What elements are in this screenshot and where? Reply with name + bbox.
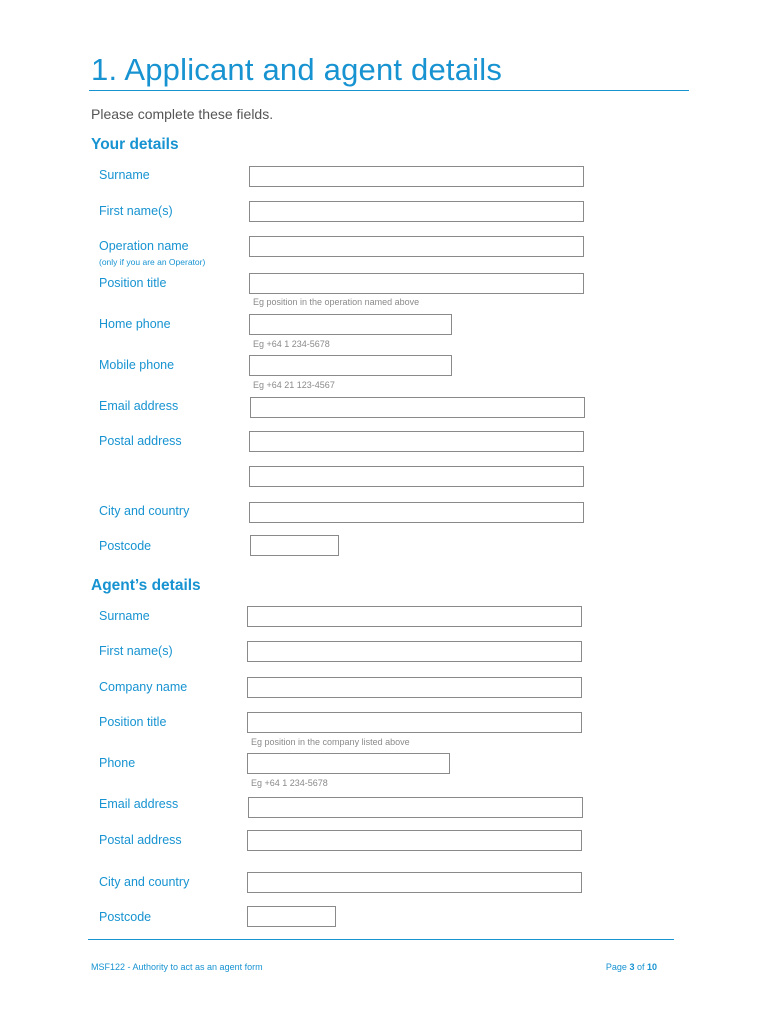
your-postcode-label: Postcode <box>99 539 152 553</box>
agent-postcode-label: Postcode <box>99 910 152 924</box>
footer-page-number <box>606 962 657 972</box>
home-phone-field[interactable] <box>249 314 452 335</box>
agent-phone-field[interactable] <box>247 753 450 774</box>
your-postal-field-2[interactable] <box>249 466 584 487</box>
page-title: 1. Applicant and agent details <box>91 52 503 87</box>
your-email-field[interactable] <box>250 397 585 418</box>
your-surname-field[interactable] <box>249 166 584 187</box>
page-prefix: Page <box>605 962 630 972</box>
your-surname-label: Surname <box>99 168 150 182</box>
home-phone-hint: Eg +64 1 234-5678 <box>253 339 330 349</box>
operation-name-note: (only if you are an Operator) <box>99 257 206 267</box>
your-first-names-label: First name(s) <box>99 204 173 218</box>
your-first-names-field[interactable] <box>249 201 584 222</box>
agent-phone-label: Phone <box>99 756 136 770</box>
your-postal-field-1[interactable] <box>249 431 584 452</box>
agent-surname-field[interactable] <box>247 606 582 627</box>
agent-email-field[interactable] <box>248 797 583 818</box>
agent-postal-label: Postal address <box>99 833 182 847</box>
mobile-phone-label: Mobile phone <box>99 358 175 372</box>
agent-first-names-field[interactable] <box>247 641 582 662</box>
operation-name-field[interactable] <box>249 236 584 257</box>
your-details-heading: Your details <box>91 136 179 153</box>
page-of: of <box>634 962 647 972</box>
agent-position-title-field[interactable] <box>247 712 582 733</box>
company-name-label: Company name <box>99 680 188 694</box>
title-divider <box>89 90 689 91</box>
agent-phone-hint: Eg +64 1 234-5678 <box>251 778 328 788</box>
footer-divider <box>88 939 674 940</box>
agent-position-hint: Eg position in the company listed above <box>251 737 410 747</box>
mobile-phone-field[interactable] <box>249 355 452 376</box>
agent-position-title-label: Position title <box>99 715 167 729</box>
operation-name-label: Operation name <box>99 239 189 253</box>
your-city-country-label: City and country <box>99 504 190 518</box>
page-total: 10 <box>646 962 657 972</box>
company-name-field[interactable] <box>247 677 582 698</box>
page-current: 3 <box>629 962 635 972</box>
agent-city-country-label: City and country <box>99 875 190 889</box>
agent-details-heading: Agent’s details <box>91 577 201 594</box>
your-postcode-field[interactable] <box>250 535 339 556</box>
footer-form-name: MSF122 - Authority to act as an agent form <box>91 962 263 972</box>
agent-postcode-field[interactable] <box>247 906 336 927</box>
agent-first-names-label: First name(s) <box>99 644 173 658</box>
your-position-title-field[interactable] <box>249 273 584 294</box>
mobile-phone-hint: Eg +64 21 123-4567 <box>253 380 335 390</box>
home-phone-label: Home phone <box>99 317 171 331</box>
agent-surname-label: Surname <box>99 609 150 623</box>
your-email-label: Email address <box>99 399 179 413</box>
intro-text: Please complete these fields. <box>91 106 274 122</box>
your-city-country-field[interactable] <box>249 502 584 523</box>
agent-email-label: Email address <box>99 797 179 811</box>
your-postal-label: Postal address <box>99 434 182 448</box>
your-position-title-label: Position title <box>99 276 167 290</box>
your-position-hint: Eg position in the operation named above <box>253 297 420 307</box>
agent-postal-field[interactable] <box>247 830 582 851</box>
agent-city-country-field[interactable] <box>247 872 582 893</box>
